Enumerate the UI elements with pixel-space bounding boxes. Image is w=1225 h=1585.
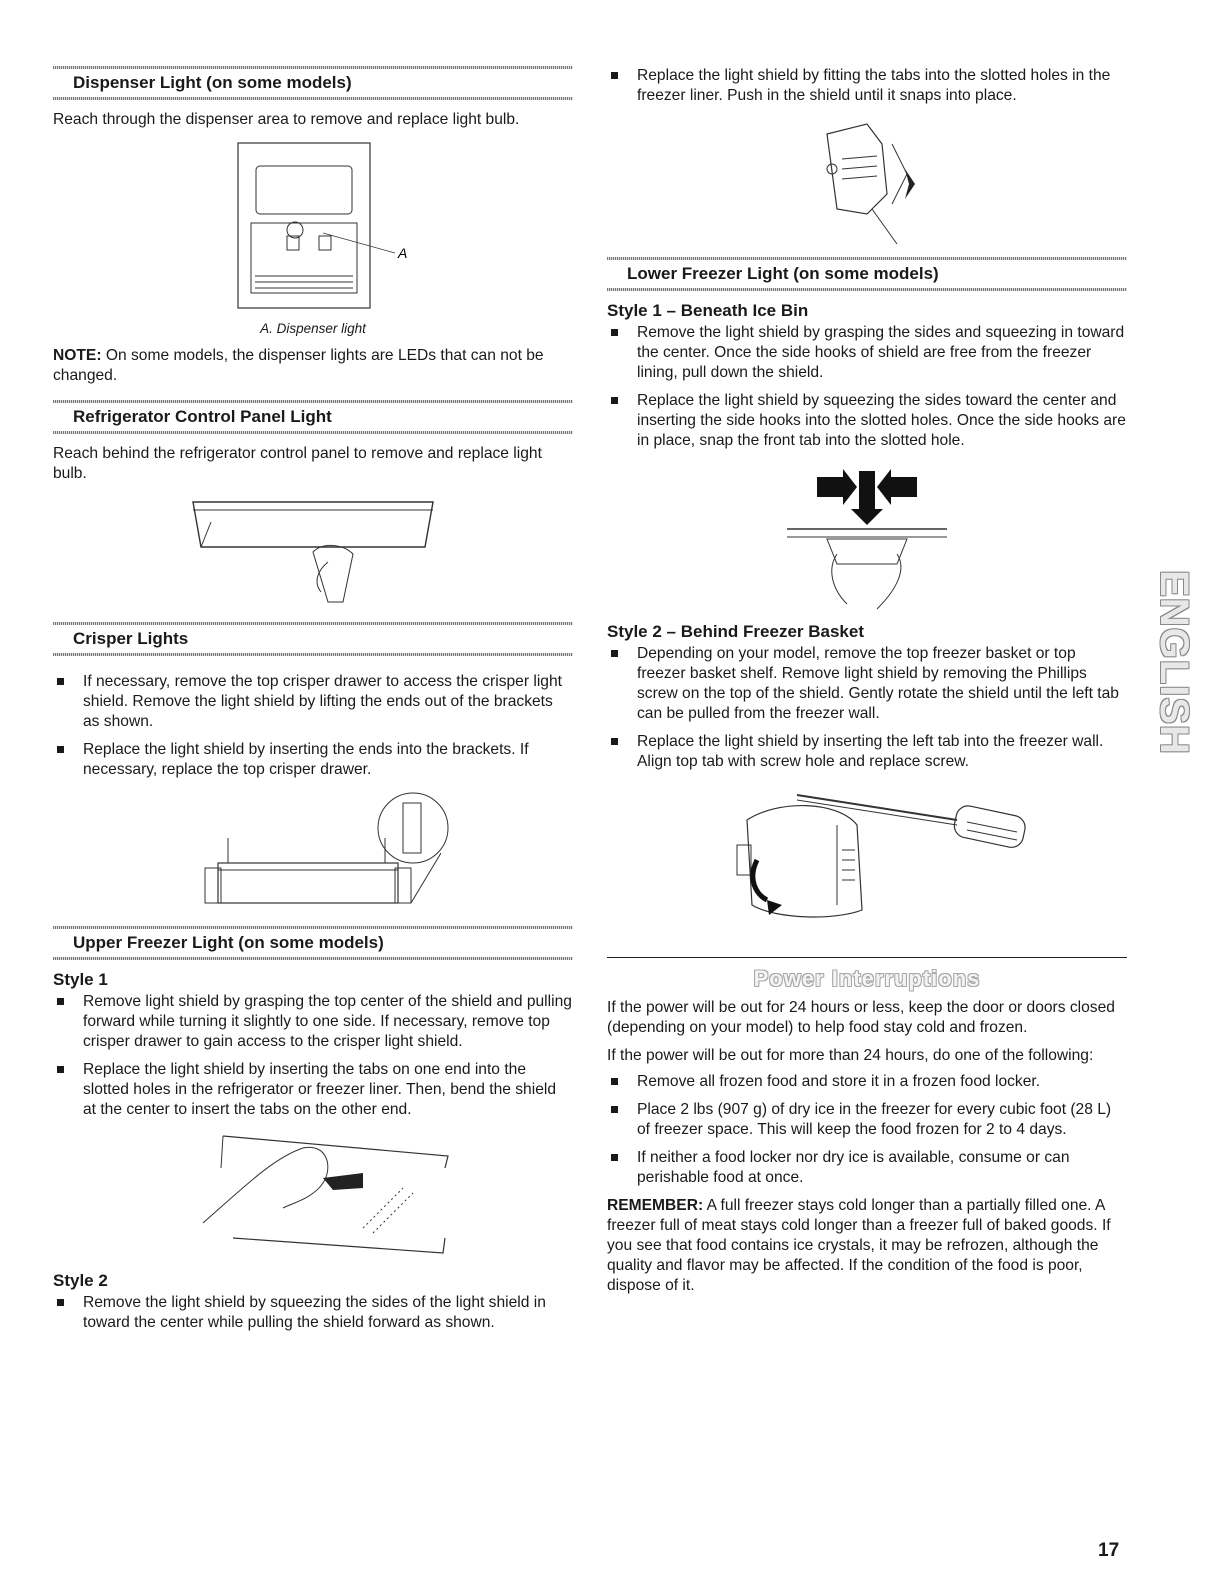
section-rule [53, 97, 573, 100]
lower-freezer-style2-list [607, 644, 1127, 772]
power-bullet-list [607, 1072, 1127, 1188]
list-item: Remove the light shield by grasping the sides and squeezing in toward the center. Once the side hooks of shield are free from the freezer lining, pull down the shield. [607, 323, 1127, 383]
figure-caption: A. Dispenser light [260, 321, 366, 336]
language-side-tab [1150, 568, 1196, 756]
freezer-basket-illustration [687, 780, 1047, 945]
section-divider [607, 957, 1127, 958]
style-heading: Style 2 [53, 1271, 108, 1290]
lower-freezer-light-section [607, 257, 1127, 945]
list-item: Place 2 lbs (907 g) of dry ice in the freezer for every cubic foot (28 L) of freezer space. This will keep the food frozen for 2 to 4 days. [607, 1100, 1127, 1140]
section-title: Power Interruptions [753, 966, 981, 991]
list-item: Depending on your model, remove the top freezer basket or top freezer basket shelf. Remove light shield by removing the Phillips screw on the top of the shield. Gently rotate the shield until the left tab can be pulled from the freezer wall. [607, 644, 1127, 724]
body-text: If the power will be out for 24 hours or less, keep the door or doors closed (depending on your model) to help food stay cold and frozen. [607, 999, 1115, 1036]
top-bullet-list [607, 66, 1127, 106]
list-item: Replace the light shield by inserting the tabs on one end into the slotted holes in the refrigerator or freezer liner. Then, bend the shield at the center to insert the tabs on the other end. [53, 1060, 573, 1120]
body-text: If the power will be out for more than 24 hours, do one of the following: [607, 1047, 1094, 1064]
callout-label: A [398, 245, 408, 261]
section-heading: Refrigerator Control Panel Light [73, 407, 332, 426]
upper-freezer-style2-list [53, 1293, 573, 1333]
style-heading: Style 1 – Beneath Ice Bin [607, 301, 809, 320]
list-item: Remove the light shield by squeezing the sides of the light shield in toward the center while pulling the shield forward as shown. [53, 1293, 573, 1333]
control-panel-illustration [163, 492, 463, 612]
note-label: NOTE: [53, 347, 102, 364]
note-body: On some models, the dispenser lights are LEDs that can not be changed. [53, 347, 544, 384]
list-item: Replace the light shield by inserting the left tab into the freezer wall. Align top tab with screw hole and replace screw. [607, 732, 1127, 772]
upper-freezer-light-section [53, 926, 573, 1333]
section-heading: Crisper Lights [73, 629, 189, 648]
right-column [607, 66, 1127, 1296]
style-heading: Style 1 [53, 970, 108, 989]
remember-label: REMEMBER: [607, 1197, 704, 1214]
list-item: Replace the light shield by squeezing the sides toward the center and inserting the side hooks into the slotted holes. Once the side hooks are in place, snap the front tab into the slotted hole. [607, 391, 1127, 451]
ice-bin-illustration [747, 459, 987, 614]
body-text: Reach through the dispenser area to remove and replace light bulb. [53, 111, 520, 128]
left-column [53, 66, 573, 1341]
list-item: If necessary, remove the top crisper drawer to access the crisper light shield. Remove the light shield by lifting the ends out of the brackets as shown. [53, 672, 573, 732]
style-heading: Style 2 – Behind Freezer Basket [607, 622, 865, 641]
list-item: Remove light shield by grasping the top center of the shield and pulling forward while turning it slightly to one side. If necessary, remove top crisper drawer to gain access to the crisper light shield. [53, 992, 573, 1052]
section-heading: Upper Freezer Light (on some models) [73, 933, 384, 952]
section-rule [53, 653, 573, 656]
lower-freezer-style1-list [607, 323, 1127, 451]
dispenser-light-section [53, 66, 573, 386]
freezer-shield-illustration [747, 114, 987, 249]
page-number: 17 [1098, 1540, 1120, 1561]
section-rule [53, 431, 573, 434]
power-interruptions-section [607, 957, 1127, 1296]
crisper-illustration [163, 788, 463, 918]
section-rule [607, 288, 1127, 291]
control-panel-light-section [53, 400, 573, 612]
list-item: Replace the light shield by fitting the tabs into the slotted holes in the freezer liner. Push in the shield until it snaps into place. [607, 66, 1127, 106]
section-heading: Lower Freezer Light (on some models) [627, 264, 939, 283]
list-item: Replace the light shield by inserting the ends into the brackets. If necessary, replace the top crisper drawer. [53, 740, 573, 780]
dispenser-illustration [163, 138, 463, 313]
list-item: If neither a food locker nor dry ice is available, consume or can perishable food at once. [607, 1148, 1127, 1188]
body-text: Reach behind the refrigerator control panel to remove and replace light bulb. [53, 445, 542, 482]
remember-body: A full freezer stays cold longer than a partially filled one. A freezer full of meat stays cold longer than a freezer full of baked goods. If you see that food contains ice crystals, it may be refrozen, although the quality and flavor may be affected. If the condition of the food is poor, dispose of it. [607, 1197, 1111, 1294]
section-rule [53, 957, 573, 960]
list-item: Remove all frozen food and store it in a frozen food locker. [607, 1072, 1127, 1092]
note-text [53, 346, 573, 386]
section-heading: Dispenser Light (on some models) [73, 73, 352, 92]
remember-text [607, 1196, 1127, 1296]
language-label: ENGLISH [1151, 569, 1196, 755]
crisper-bullet-list [53, 672, 573, 780]
crisper-lights-section [53, 622, 573, 918]
upper-freezer-style1-list [53, 992, 573, 1120]
upper-freezer-illustration [163, 1128, 463, 1263]
